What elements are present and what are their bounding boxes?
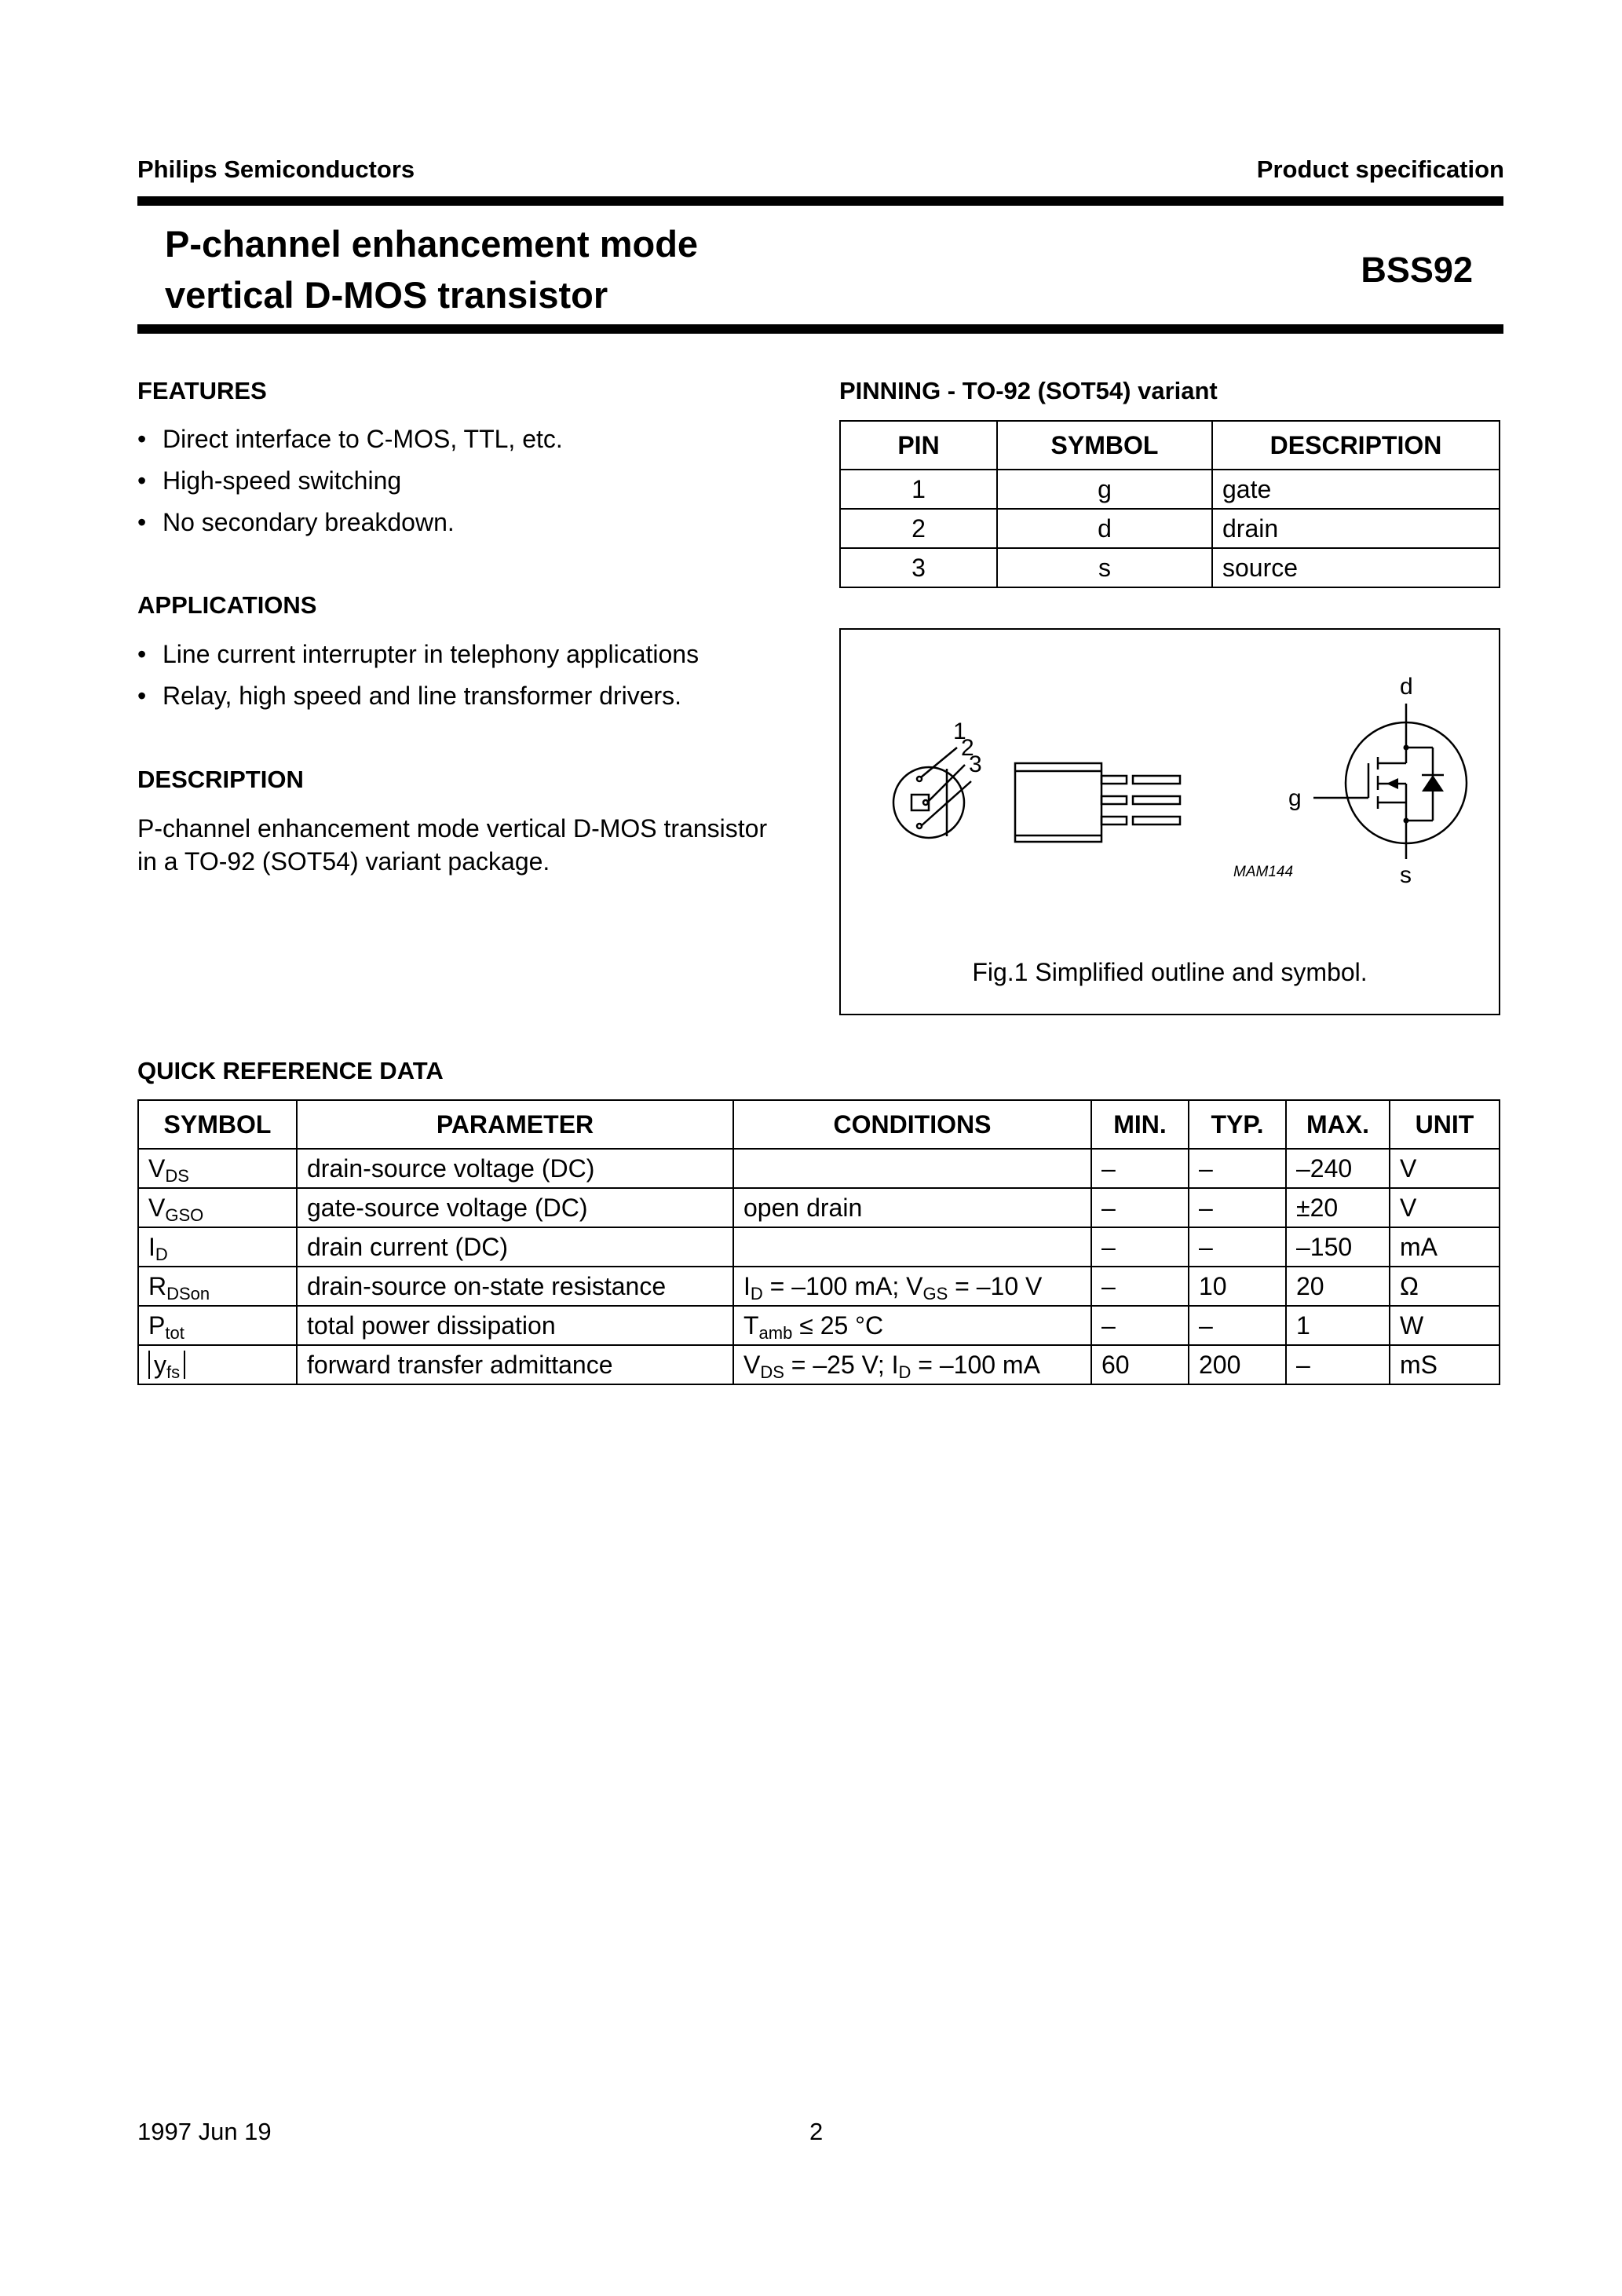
table-row: 2 d drain (840, 509, 1500, 548)
part-number: BSS92 (1361, 250, 1473, 290)
figure-caption: Fig.1 Simplified outline and symbol. (972, 958, 1368, 986)
pin-label-1: 1 (953, 718, 966, 744)
description-text: P-channel enhancement mode vertical D-MOS transistor in a TO-92 (SOT54) variant package. (137, 814, 768, 876)
pin-label-2: 2 (961, 735, 974, 761)
table-row: $R_{DSon}$ drain-source on-state resistance $I_D = -100$ mA; $V_{GS} = -10$ V – 10 20 Ω (138, 1267, 1500, 1306)
list-item: • No secondary breakdown. (137, 508, 455, 536)
col-header: PIN (840, 421, 997, 470)
col-header: SYMBOL (138, 1100, 297, 1149)
applications-list (137, 638, 699, 722)
page-number: 2 (809, 2118, 824, 2145)
col-header: UNIT (1390, 1100, 1500, 1149)
quick-reference-table (137, 1099, 1500, 1385)
table-row: $V_{DS}$ drain-source voltage (DC) – – –240 V (138, 1149, 1500, 1188)
table-row: 1 g gate (840, 470, 1500, 509)
figure-code: MAM144 (1233, 864, 1294, 880)
table-row: $I_D$ drain current (DC) – – –150 mA (138, 1227, 1500, 1267)
list-item: • Relay, high speed and line transformer drivers. (137, 682, 682, 710)
terminal-label-s: s (1400, 862, 1412, 888)
header-rule-top (137, 196, 1503, 206)
list-item: • High-speed switching (137, 466, 402, 495)
qrd-heading: QUICK REFERENCE DATA (137, 1057, 444, 1084)
table-row: $y_{fs}$ forward transfer admittance $V_{DS} = -25$ V; $I_D = -100$ mA 60 200 – mS (138, 1345, 1500, 1384)
title-line-2: vertical D-MOS transistor (165, 274, 608, 316)
col-header: SYMBOL (997, 421, 1212, 470)
package-side-view (1015, 763, 1101, 842)
col-header: MIN. (1091, 1100, 1189, 1149)
col-header: TYP. (1189, 1100, 1286, 1149)
applications-heading: APPLICATIONS (137, 591, 317, 619)
table-row: $P_{tot}$ total power dissipation $T_{amb} \le 25$ °C – – 1 W (138, 1306, 1500, 1345)
company-name: Philips Semiconductors (137, 155, 415, 183)
footer-date: 1997 Jun 19 (137, 2118, 272, 2145)
title-line-1: P-channel enhancement mode (165, 223, 699, 265)
terminal-label-d: d (1400, 674, 1413, 700)
table-row: 3 s source (840, 548, 1500, 587)
document-type: Product specification (1256, 155, 1504, 183)
terminal-label-g: g (1288, 785, 1302, 811)
col-header: PARAMETER (297, 1100, 733, 1149)
features-heading: FEATURES (137, 377, 267, 404)
col-header: CONDITIONS (733, 1100, 1091, 1149)
table-row: $V_{GSO}$ gate-source voltage (DC) open drain – – ±20 V (138, 1188, 1500, 1227)
list-item: • Line current interrupter in telephony applications (137, 640, 700, 668)
col-header: MAX. (1286, 1100, 1390, 1149)
header-rule-bottom (137, 324, 1503, 334)
pin-label-3: 3 (969, 751, 982, 777)
figure-outline-and-symbol (839, 628, 1500, 1015)
list-item: • Direct interface to C-MOS, TTL, etc. (137, 425, 563, 453)
page-title (165, 218, 698, 320)
description-heading: DESCRIPTION (137, 766, 304, 793)
features-list (137, 423, 563, 548)
col-header: DESCRIPTION (1212, 421, 1500, 470)
pinning-heading: PINNING - TO-92 (SOT54) variant (839, 377, 1218, 404)
pinning-table (839, 420, 1500, 588)
